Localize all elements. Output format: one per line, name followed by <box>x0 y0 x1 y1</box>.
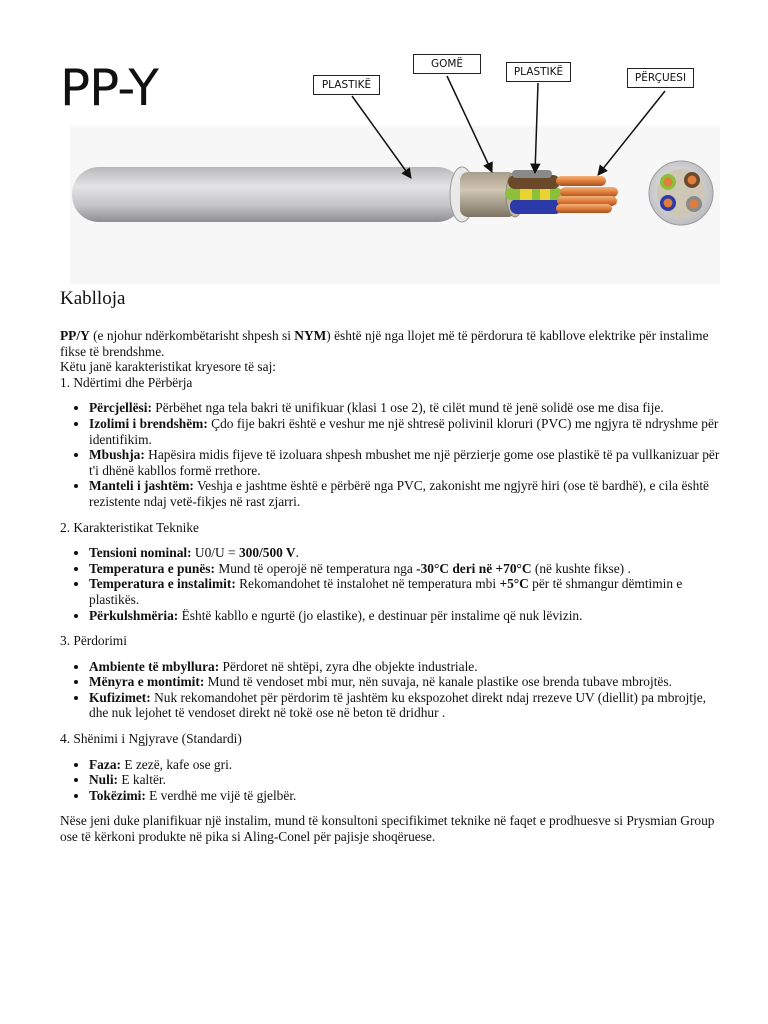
list-item: • Faza: E zezë, kafe ose gri. <box>89 757 720 773</box>
cable-cross-section <box>649 161 713 225</box>
intro-line: Këtu janë karakteristikat kryesore të saj: <box>60 359 277 375</box>
list-usage <box>60 659 720 721</box>
list-item: • Manteli i jashtëm: Veshja e jashtme është e përbërë nga PVC, zakonisht me ngjyrë hiri (ose të bardhë), e cila është rezistente ndaj vetë-fikjes në rast zjarri. <box>89 478 720 509</box>
document-title: PP-Y <box>60 59 158 117</box>
copper-conductor <box>560 187 618 197</box>
list-item: • Përcjellësi: Përbëhet nga tela bakri të unifikuar (klasi 1 ose 2), të cilët mund të jenë solidë ose me disa fije. <box>89 400 720 416</box>
callout-plastike-inner: PLASTIKË <box>506 62 571 82</box>
list-item: • Ambiente të mbyllura: Përdoret në shtëpi, zyra dhe objekte industriale. <box>89 659 720 675</box>
cable-illustration <box>0 0 768 290</box>
closing-paragraph: Nëse jeni duke planifikuar një instalim, mund të konsultoni specifikimet teknike në faqet e prodhuesve si Prysmian Group ose të kërkoni produkte në pika si Aling-Conel për pajisje shoqëruese. <box>60 813 715 845</box>
callout-gome: GOMË <box>413 54 481 74</box>
copper-conductor <box>556 204 612 213</box>
list-item: • Tensioni nominal: U0/U = 300/500 V. <box>89 545 720 561</box>
callout-percuesi: PËRÇUESI <box>627 68 694 88</box>
list-item: • Nuli: E kaltër. <box>89 772 720 788</box>
list-item: • Izolimi i brendshëm: Çdo fije bakri është e veshur me një shtresë polivinil kloruri (PVC) me ngjyra të ndryshme për identifikim. <box>89 416 720 447</box>
list-technical <box>60 545 720 623</box>
section-title-construction: 1. Ndërtimi dhe Përbërja <box>60 374 193 390</box>
copper-conductor <box>556 176 606 186</box>
section-heading: Kablloja <box>60 288 126 309</box>
list-item: • Mënyra e montimit: Mund të vendoset mbi mur, nën suvaja, në kanale plastike ose brenda tubave mbrojtës. <box>89 674 720 690</box>
list-construction <box>60 400 720 509</box>
list-item: • Temperatura e punës: Mund të operojë në temperatura nga -30°C deri në +70°C (në kushte fikse) . <box>89 561 720 577</box>
list-item: • Tokëzimi: E verdhë me vijë të gjelbër. <box>89 788 720 804</box>
outer-sheath <box>72 167 464 222</box>
list-item: • Kufizimet: Nuk rekomandohet për përdorim të jashtëm ku ekspozohet direkt ndaj rrezeve UV (diellit) pa mbrojtje, dhe nuk lejohet të vendoset direkt në tokë ose në beton të dridhur . <box>89 690 720 721</box>
list-item: • Mbushja: Hapësira midis fijeve të izoluara shpesh mbushet me një përzierje gome ose plastikë të pa vullkanizuar për t'i dhënë kabllos formë rrethore. <box>89 447 720 478</box>
section-title-technical: 2. Karakteristikat Teknike <box>60 519 199 535</box>
callout-plastike-outer: PLASTIKË <box>313 75 380 95</box>
intro-paragraph: PP/Y (e njohur ndërkombëtarisht shpesh si NYM) është një nga llojet më të përdorura të kabllove elektrike për instalime fikse të brendshme. <box>60 328 709 359</box>
wire-grey <box>512 170 552 178</box>
section-title-colors: 4. Shënimi i Ngjyrave (Standardi) <box>60 731 242 747</box>
section-title-usage: 3. Përdorimi <box>60 633 127 649</box>
wire-blue <box>510 199 562 214</box>
list-item: • Përkulshmëria: Është kabllo e ngurtë (jo elastike), e destinuar për instalime që nuk lëvizin. <box>89 608 720 624</box>
list-item: • Temperatura e instalimit: Rekomandohet të instalohet në temperatura mbi +5°C për të shmangur dëmtimin e plastikës. <box>89 576 720 607</box>
list-colors <box>60 757 720 804</box>
document-body <box>60 288 720 845</box>
wire-green-yellow <box>505 188 563 200</box>
